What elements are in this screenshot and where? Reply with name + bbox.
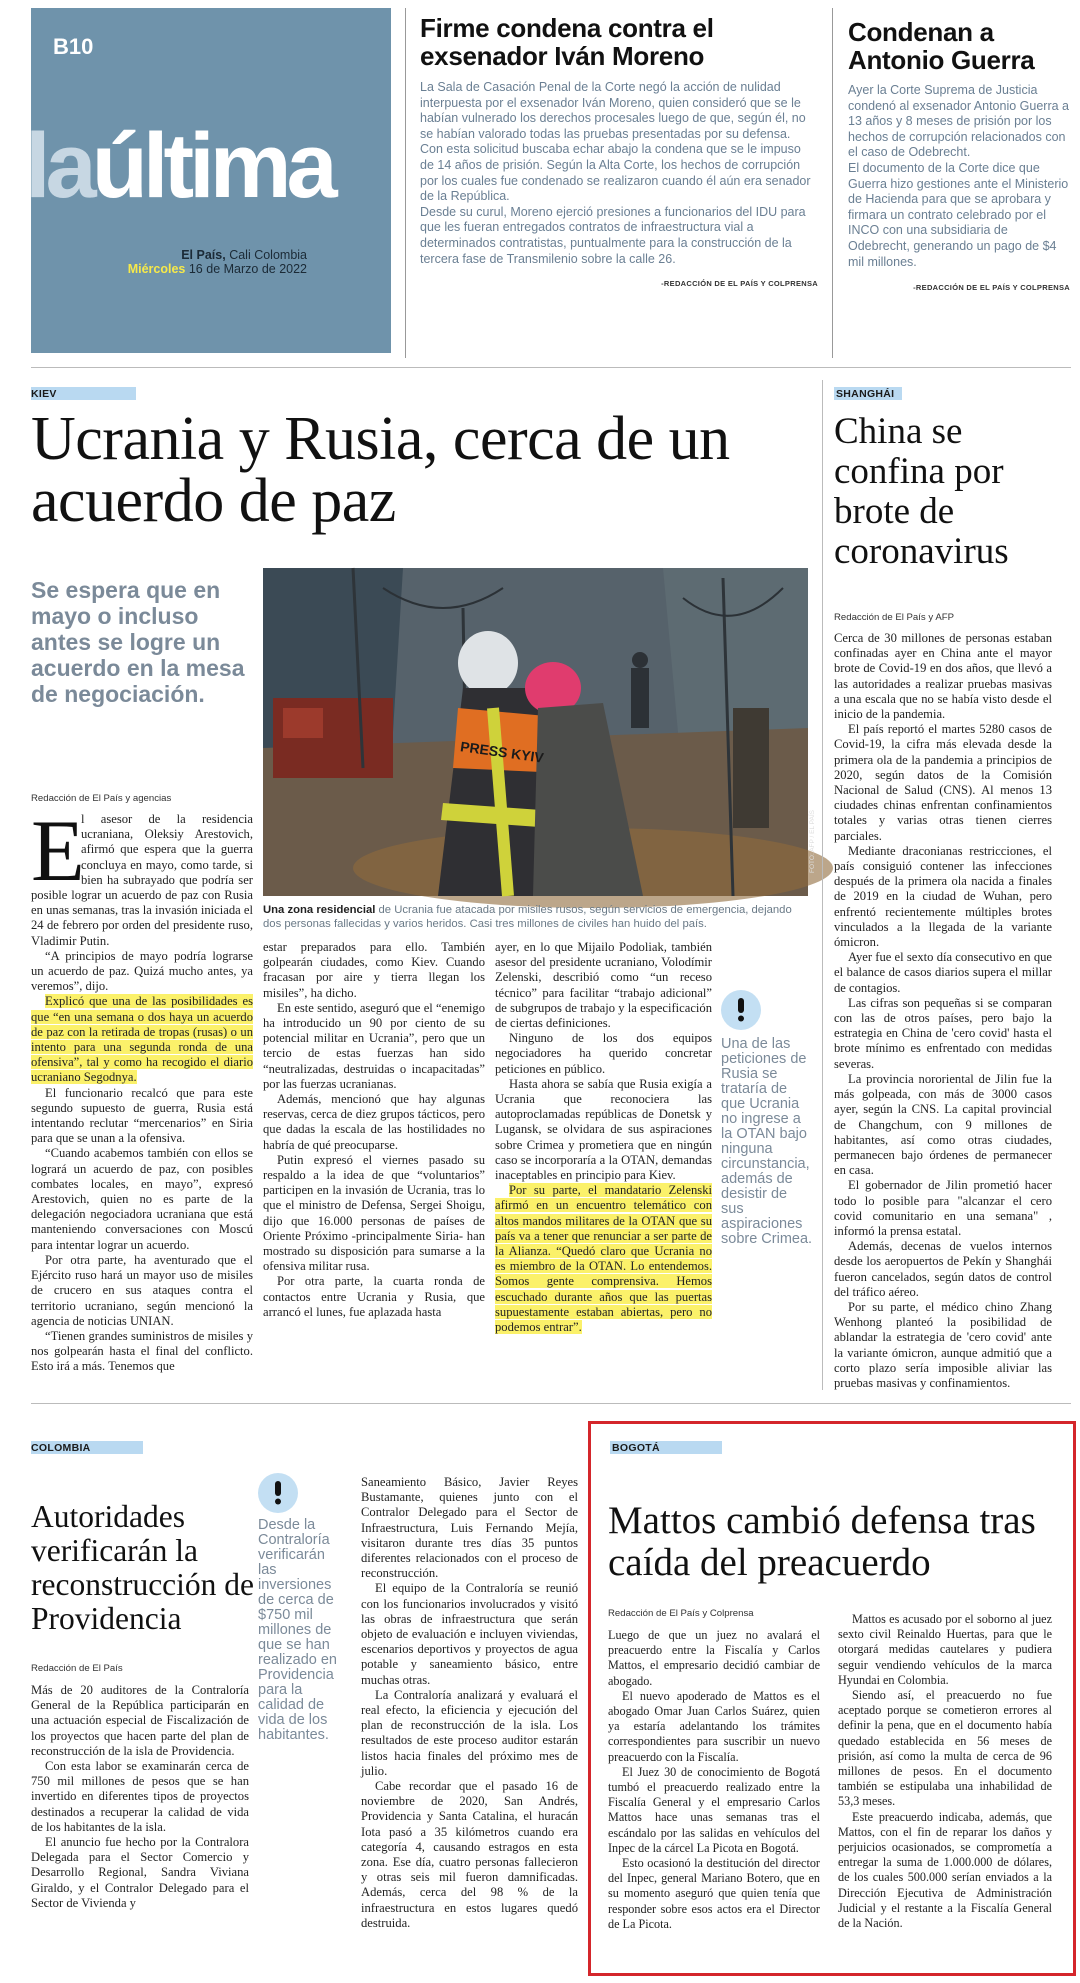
exclamation-icon xyxy=(258,1473,298,1513)
china-paragraph: La provincia nororiental de Jilin fue la más golpeada, con más de 3000 casos ayer, según la CNS. La capital provincial de Changchum, con 9 millones de habitantes, así como otras ciudades, permanecen bajo órdenes de permanecer en casa. xyxy=(834,1071,1052,1178)
section-logo xyxy=(25,115,333,217)
brief1-paragraph: Desde su curul, Moreno ejerció presiones a funcionarios del IDU para que les fueran entregados contratos de infraestructura vial a determinados contratistas, puntualmente para la construcción de la tercera fase de Transmilenio sobre la calle 26. xyxy=(420,204,806,266)
bogota-tag-label: BOGOTÁ xyxy=(612,1442,660,1454)
main-paragraph-highlight xyxy=(31,994,253,1085)
colombia-paragraph: Más de 20 auditores de la Contraloría General de la República participarán en una actuación especial de Fiscalización de los proyectos que hacen parte del plan de reconstrucción de la isla de Providencia. xyxy=(31,1683,249,1758)
china-paragraph: El gobernador de Jilin prometió hacer todo lo posible para "alcanzar el cero covid comunitario en una semana" , informó la prensa estatal. xyxy=(834,1178,1052,1238)
main-paragraph: Por otra parte, la cuarta ronda de contactos entre Ucrania y Rusia, que arrancó el lunes, fue aplazada hasta xyxy=(263,1274,485,1319)
brief2-paragraph: Ayer la Corte Suprema de Justicia condenó al exsenador Antonio Guerra a 13 años y 8 meses de prisión por los hechos de corrupción relacionados con el caso de Odebrecht. xyxy=(848,83,1069,160)
china-headline: China se confina por brote de coronavirus xyxy=(834,411,1009,572)
main-paragraph: El funcionario recalcó que para este segundo supuesto de guerra, Rusia está intentando reclutar “mercenarios” en Siria para que se unan a la ofensiva. xyxy=(31,1085,253,1146)
mattos-column-2 xyxy=(838,1612,1052,1931)
main-column-3 xyxy=(495,940,712,1335)
kiev-tag xyxy=(31,387,136,400)
brief2-body xyxy=(848,83,1070,270)
brief1 xyxy=(420,14,818,288)
middle-section-bottom-rule xyxy=(31,1403,1071,1404)
brief1-credit: -REDACCIÓN DE EL PAÍS Y COLPRENSA xyxy=(661,279,818,289)
mattos-paragraph: Luego de que un juez no avalará el preacuerdo entre la Fiscalía y Carlos Mattos, el empresario decidió cambiar de abogado. xyxy=(608,1628,820,1688)
colombia-paragraph: Con esta labor se examinarán cerca de 750 mil millones de pesos que se han invertido en diferentes tipos de proyectos destinados a recuperar la calidad de vida de los habitantes de la isla. xyxy=(31,1759,249,1834)
highlighted-quote: Explicó que una de las posibilidades es que “en una semana o dos haya un acuerdo de paz con la retirada de tropas (rusas) o un intento para una segunda ronda de una ofensiva”, tal y como ha recogido el diario ucraniano Segodnya. xyxy=(31,994,253,1085)
colombia-column-1 xyxy=(31,1683,249,1911)
china-paragraph: Ayer fue el sexto día consecutivo en que el balance de casos diarios supera el millar de contagios. xyxy=(834,950,1052,995)
brief1-left-rule xyxy=(405,8,406,358)
main-paragraph: En este sentido, aseguró que el “enemigo ha introducido un 90 por ciento de su potencial militar en Ucrania”, pero que un tercio de estas fuerzas han sido “neutralizadas, destruidas o incapacitadas” por las fuerzas ucranianas. xyxy=(263,1000,485,1091)
photo-caption-text: de Ucrania fue atacada por misiles rusos, según servicios de emergencia, dejando dos personas fallecidas y varios heridos. Casi tres millones de civiles han huido del país. xyxy=(263,904,792,930)
main-lead-text: l asesor de la residencia ucraniana, Oleksiy Arestovich, afirmó que espera que la guerra concluya en mayo, como tarde, si bien ha subrayado que podría ser posible lograr un acuerdo de paz con Rusia en unas semanas, tras la invasión iniciada el 24 de febrero por orden del presidente ruso, Vladimir Putin. xyxy=(31,812,253,948)
main-byline: Redacción de El País y agencias xyxy=(31,793,172,804)
section-logo-prefix: la xyxy=(25,115,92,217)
colombia-column-2 xyxy=(361,1475,578,1931)
mattos-headline: Mattos cambió defensa tras caída del preacuerdo xyxy=(608,1499,1036,1584)
china-paragraph: El país reportó el martes 5280 casos de Covid-19, la cifra más elevada desde la primera ola de la pandemia a principios de 2020, según datos de la Comisión Nacional de Salud (CNS). Al menos 13 ciudades chinas enfrentan confinamientos totales y varias otras tienen cierres parciales. xyxy=(834,722,1052,843)
brief1-paragraph: Con esta solicitud buscaba echar abajo la condena que se le impuso de 14 años de prisión. Según la Alta Corte, los hechos de corrupción por los cuales fue condenado se realizaron cuando él aún era senador de la República. xyxy=(420,142,811,204)
brief2-paragraph: El documento de la Corte dice que Guerra hizo gestiones ante el Ministerio de Hacienda para que se aprobara y firmara un contrato celebrado por el INCO con una subsidiaria de Odebrecht, generando un pago de $4 mil millones. xyxy=(848,160,1069,269)
main-column-1 xyxy=(31,803,253,1375)
shanghai-tag-label: SHANGHÁI xyxy=(836,388,895,400)
main-paragraph: Además, mencionó que hay algunas reservas, cerca de diez grupos tácticos, pero que dadas la escala de las hostilidades no habría de qué preocuparse. xyxy=(263,1092,485,1152)
main-deck: Se espera que en mayo o incluso antes se logre un acuerdo en la mesa de negociación. xyxy=(31,577,245,707)
china-paragraph: Las cifras son pequeñas si se comparan con las de otros países, pero bajo la estrategia en China de 'cero covid' hasta el brote mínimo es enfrentado con medidas severas. xyxy=(834,995,1052,1071)
colombia-paragraph: La Contraloría analizará y evaluará el real efecto, la eficiencia y ejecución del plan de reconstrucción de la isla. Los resultados de este proceso auditor estarán listos hacia finales del próximo mes de julio. xyxy=(361,1687,578,1778)
china-paragraph: Por su parte, el médico chino Zhang Wenhong planteó la posibilidad de ablandar la estrategia de 'cero covid' ante la variante ómicron, aunque admitió que a corto plazo sería imposible aliviar las pruebas masivas y confinamientos. xyxy=(834,1299,1052,1390)
colombia-paragraph: El anuncio fue hecho por la Contralora Delegada para el Sector Comercio y Desarrollo Regional, Sandra Viviana Giraldo, y el Contralor Delegado para el Sector de Vivienda y xyxy=(31,1835,249,1910)
publisher-name: El País, xyxy=(181,248,226,262)
mattos-paragraph: El nuevo apoderado de Mattos es el abogado Omar Juan Carlos Suárez, quien ya estaría adelantando los trámites correspondientes para suscribir un nuevo preacuerdo con la Fiscalía. xyxy=(608,1688,820,1764)
brief2-credit: -REDACCIÓN DE EL PAÍS Y COLPRENSA xyxy=(913,283,1070,293)
colombia-paragraph: Saneamiento Básico, Javier Reyes Bustamante, quienes junto con el Contralor Delegado para el Sector de Infraestructura, Luis Fernando Mejía, visitaron durante tres días 35 puntos diferentes relacionados con el proceso de reconstrucción. xyxy=(361,1475,578,1581)
mattos-column-1 xyxy=(608,1628,820,1932)
photo-caption xyxy=(263,903,808,931)
china-byline: Redacción de El País y AFP xyxy=(834,612,954,623)
main-photo xyxy=(263,568,817,896)
brief2 xyxy=(848,18,1070,292)
section-logo-name: última xyxy=(91,115,333,217)
city-name: Cali Colombia xyxy=(229,248,307,262)
china-paragraph: Además, decenas de vuelos internos desde los aeropuertos de Pekín y Shanghái fueron cancelados, según datos de control del tráfico aéreo. xyxy=(834,1239,1052,1299)
main-column-2 xyxy=(263,940,485,1320)
brief1-title: Firme condena contra el exsenador Iván Moreno xyxy=(420,13,714,71)
bogota-tag xyxy=(610,1441,722,1454)
main-paragraph: Putin expresó el viernes pasado su respaldo a la idea de que “voluntarios” participen en la invasión de Ucrania, tras lo que el ministro de Defensa, Sergei Shoigu, dijo que 16.000 personas de países de Oriente Próximo -principalmente Siria- han mostrado su disposición para sumarse a la ofensiva militar rusa. xyxy=(263,1152,485,1274)
colombia-byline: Redacción de El País xyxy=(31,1663,123,1674)
photo-badge: PRESS KYIV xyxy=(459,738,545,766)
photo-caption-lead: Una zona residencial xyxy=(263,904,376,916)
masthead xyxy=(25,8,391,353)
highlighted-quote: Por su parte, el mandatario Zelenski afirmó en un encuentro telemático con altos mandos militares de la OTAN que su país va a tener que renunciar a ser parte de la Alianza. “Quedó claro que Ucrania no es miembro de la OTAN. Lo entendemos. Somos gente comprensiva. Hemos escuchado durante años que las puertas supuestamente estaban abiertas, pero no podemos entrar”. xyxy=(495,1183,712,1335)
china-paragraph: Mediante draconianas restricciones, el país consiguió contener las infecciones después de la primera ola nacida a finales de 2019 en la ciudad de Wuhan, pero enfrentó recientemente múltiples brotes vinculados a la llegada de la variante ómicron. xyxy=(834,843,1052,950)
photo-illustration xyxy=(263,568,808,896)
top-section-bottom-rule xyxy=(31,367,1071,368)
brief2-title: Condenan a Antonio Guerra xyxy=(848,17,1035,75)
colombia-tag xyxy=(31,1441,143,1454)
main-paragraph: Ninguno de los dos equipos negociadores ha querido concretar peticiones en público. xyxy=(495,1031,712,1076)
colombia-headline: Autoridades verificarán la reconstrucción de Providencia xyxy=(31,1499,255,1636)
kiev-tag-label: KIEV xyxy=(31,388,57,400)
main-paragraph: “Cuando acabemos también con ellos se logrará un acuerdo de paz, con posibles combates locales, en mayo”, expresó Arestovich, quien no es parte de la delegación negociadora ucraniana que está manteniendo conversaciones con Moscú para intentar lograr un acuerdo. xyxy=(31,1146,253,1252)
mattos-paragraph: Esto ocasionó la destitución del director del Inpec, general Mariano Botero, que en su momento aseguró que quien tenía que responder sobre esos actos era el Director de La Picota. xyxy=(608,1856,820,1931)
colombia-paragraph: El equipo de la Contraloría se reunió con los funcionarios involucrados y visitó las obras de infraestructura que serán objeto de evaluación e incluyen viviendas, escenarios deportivos y proyectos de agua potable y saneamiento básico, entre muchas otras. xyxy=(361,1581,578,1687)
main-paragraph-highlight xyxy=(495,1183,712,1335)
mattos-byline: Redacción de El País y Colprensa xyxy=(608,1608,754,1619)
issue-date: 16 de Marzo de 2022 xyxy=(188,262,307,276)
china-paragraph: Cerca de 30 millones de personas estaban confinadas ayer en China ante el mayor brote de Covid-19 en dos años, que llevó a las autoridades a realizar pruebas masivas a una escala que no se había visto desde el inicio de la pandemia. xyxy=(834,631,1052,722)
exclamation-icon xyxy=(721,990,761,1030)
weekday: Miércoles xyxy=(127,262,186,276)
mattos-paragraph: El Juez 30 de conocimiento de Bogotá tumbó el preacuerdo realizado entre la Fiscalía General y el empresario Carlos Mattos hace unas semanas tras el escándalo por las salidas en vehículos del Inpec de la cárcel La Picota en Bogotá. xyxy=(608,1764,820,1855)
mattos-paragraph: Este preacuerdo indicaba, además, que Mattos, con el fin de reparar los daños y perjuicios ocasionados, se comprometía a entregar la suma de 1.000.000 de dólares, de los cuales 500.000 serían enviados a la Dirección Ejecutiva de Administración Judicial y el restante a la Fiscalía General de la Nación. xyxy=(838,1809,1052,1931)
colombia-pullquote: Desde la Contraloría verificarán las inversiones de cerca de $750 mil millones de que se han realizado en Providencia para la calidad de vida de los habitantes. xyxy=(258,1517,337,1743)
shanghai-tag xyxy=(834,387,902,400)
drop-cap: E xyxy=(31,803,85,900)
china-left-rule xyxy=(822,380,823,1390)
main-paragraph: “Tienen grandes suministros de misiles y nos golpearán hasta el final del conflicto. Esto irá a más. Tenemos que xyxy=(31,1328,253,1374)
page-number: B10 xyxy=(53,34,94,59)
main-headline: Ucrania y Rusia, cerca de un acuerdo de paz xyxy=(31,405,730,535)
colombia-tag-label: COLOMBIA xyxy=(31,1442,91,1454)
main-paragraph: Por otra parte, ha aventurado que el Ejército ruso hará un mayor uso de misiles de crucero en sus ataques contra el territorio ucraniano, según mencionó la agencia de noticias UNIAN. xyxy=(31,1252,253,1328)
main-paragraph: estar preparados para ello. También golpearán ciudades, como Kiev. Cuando fracasan por aire y tierra llegan los misiles”, ha dicho. xyxy=(263,940,485,1000)
main-paragraph: ayer, en lo que Mijailo Podoliak, también asesor del presidente ucraniano, Volodímir Zelenski, describió como “un receso técnico” para facilitar “trabajo adicional” de subgrupos de trabajo y la especificación de ciertas definiciones. xyxy=(495,940,712,1031)
brief1-paragraph: La Sala de Casación Penal de la Corte negó la acción de nulidad interpuesta por el exsenador Iván Moreno, quien consideró que se le habían vulnerado los derechos procesales luego de que, según él, no se habían valorado todas las pruebas presentadas por su defensa. xyxy=(420,80,806,141)
main-pullquote: Una de las peticiones de Rusia se trataría de que Ucrania no ingrese a la OTAN bajo ninguna circunstancia, además de desistir de sus aspiraciones sobre Crimea. xyxy=(721,1036,813,1247)
main-paragraph: “A principios de mayo podría lograrse un acuerdo de paz. Quizá mucho antes, ya veremos”, dijo. xyxy=(31,948,253,994)
main-paragraph: Hasta ahora se sabía que Rusia exigía a Ucrania que reconociera las autoproclamadas repúblicas de Donetsk y Lugansk, se olvidara de sus aspiraciones sobre Crimea y prometiera que en ningún caso se incorporaría a la OTAN, demandas inaceptables en principio para Kiev. xyxy=(495,1076,712,1183)
mattos-paragraph: Siendo así, el preacuerdo no fue aceptado porque se cometieron errores al definir la pena, que en el documento había quedado establecida en 56 meses de prisión, así como la multa de cerca de 96 millones de pesos. En el documento también se estipulaba una inhabilidad de 53,3 meses. xyxy=(838,1688,1052,1809)
china-body xyxy=(834,631,1052,1391)
photo-credit: FOTO: AFP / EL PAÍS xyxy=(809,810,817,873)
brief-divider-rule xyxy=(832,8,833,358)
colombia-paragraph: Cabe recordar que el pasado 16 de noviembre de 2020, San Andrés, Providencia y Santa Catalina, el huracán Iota pasó a 35 kilómetros cuando era categoría 4, causando estragos en esta zona. Ese día, cuatro personas fallecieron y otras seis mil fueron damnificadas. Además, cerca del 98 % de la infraestructura en estos lugares quedó destruida. xyxy=(361,1779,578,1930)
brief1-body xyxy=(420,80,818,267)
masthead-dateline xyxy=(128,248,307,276)
mattos-paragraph: Mattos es acusado por el soborno al juez sexto civil Reinaldo Huertas, para que le otorgará medidas cautelares y pudiera seguir vendiendo vehículos de la marca Hyundai en Colombia. xyxy=(838,1612,1052,1687)
